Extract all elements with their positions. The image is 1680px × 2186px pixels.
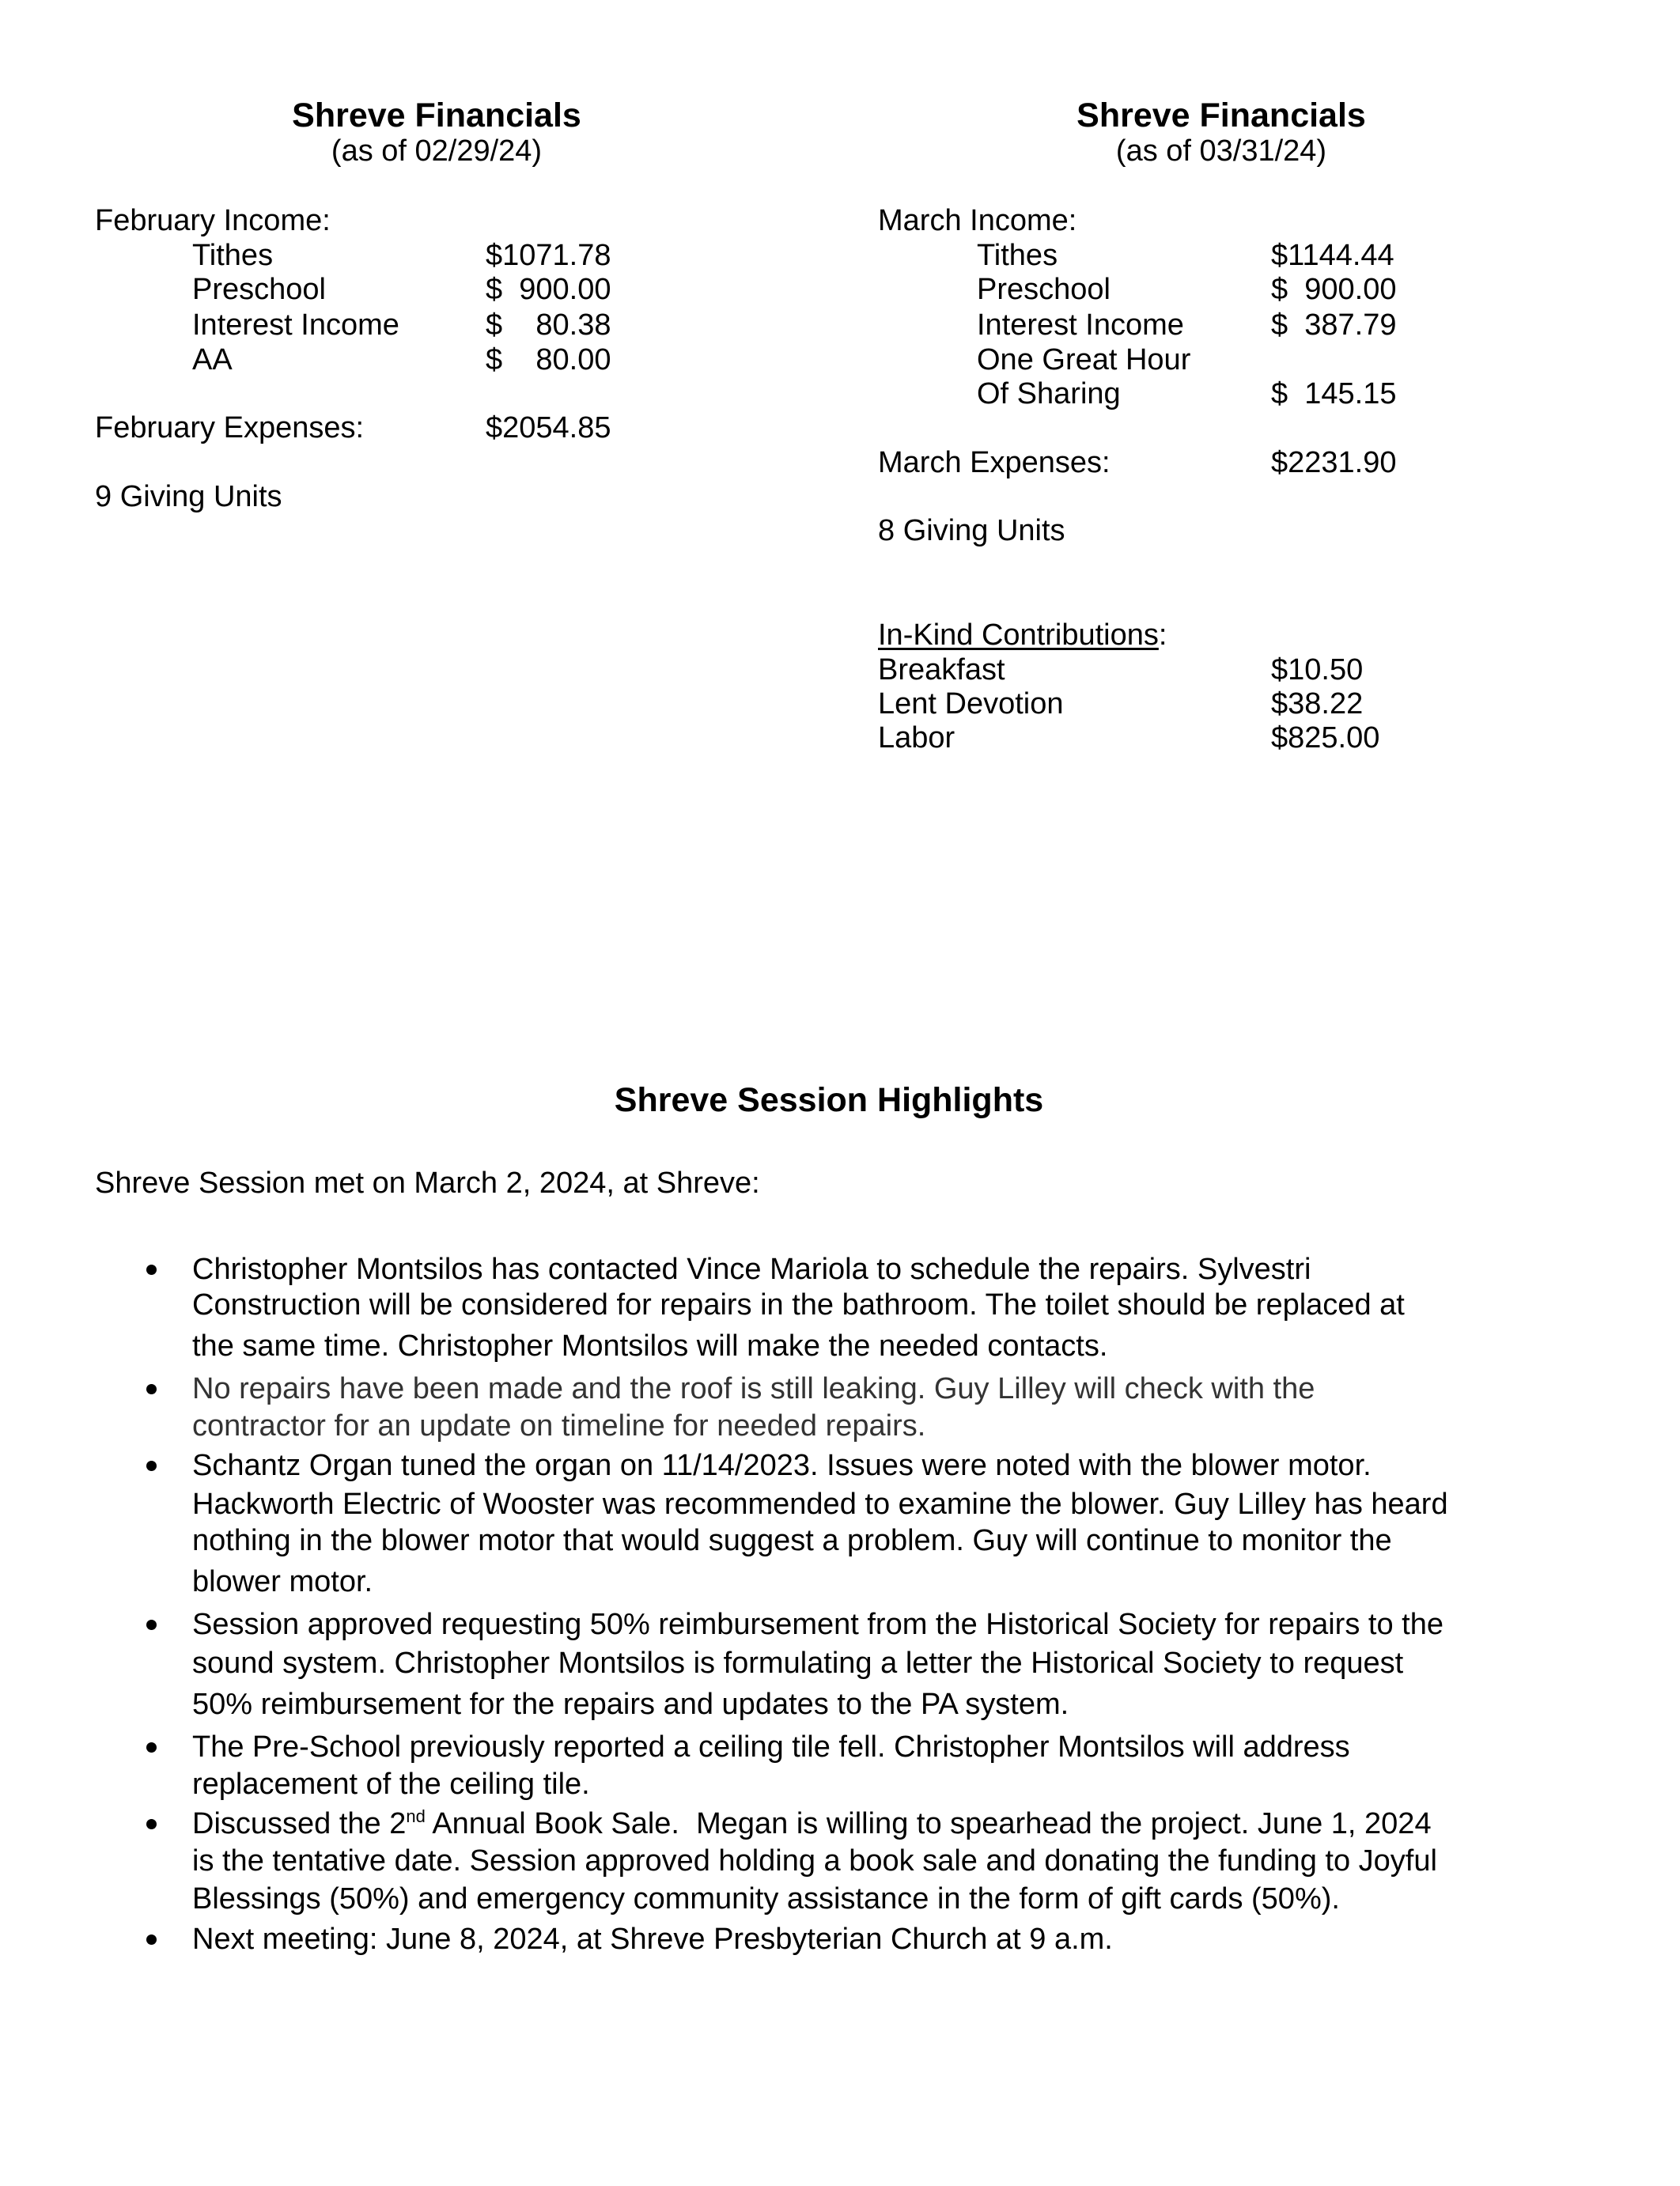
- mar-income-item-value: $1144.44: [1271, 239, 1394, 272]
- feb-income-item-value: $1071.78: [486, 239, 611, 272]
- feb-income-item-value: $ 80.00: [486, 343, 611, 376]
- inkind-item-label: Lent Devotion: [878, 687, 1064, 720]
- bullet-icon: [146, 1819, 157, 1829]
- bullet-line: sound system. Christopher Montsilos is formulating a letter the Historical Society to request: [192, 1647, 1404, 1680]
- mar-income-item-label: Interest Income: [977, 308, 1184, 342]
- bullet-line: The Pre-School previously reported a ceiling tile fell. Christopher Montsilos will address: [192, 1730, 1350, 1764]
- bullet-line: contractor for an update on timeline for needed repairs.: [192, 1409, 926, 1443]
- inkind-item-label: Labor: [878, 721, 955, 755]
- feb-income-item-label: Interest Income: [192, 308, 399, 342]
- inkind-heading: [878, 618, 1167, 652]
- mar-income-item-label: Preschool: [977, 273, 1111, 306]
- bullet-line: [192, 1806, 1432, 1841]
- inkind-label: In-Kind Contributions: [878, 618, 1159, 652]
- inkind-item-value: $10.50: [1271, 653, 1364, 686]
- mar-expenses-value: $2231.90: [1271, 446, 1397, 479]
- bullet-line: nothing in the blower motor that would suggest a problem. Guy will continue to monitor the: [192, 1524, 1392, 1557]
- bullet-line: the same time. Christopher Montsilos will make the needed contacts.: [192, 1329, 1108, 1363]
- bullet-line: Schantz Organ tuned the organ on 11/14/2023. Issues were noted with the blower motor.: [192, 1449, 1372, 1482]
- bullet-icon: [146, 1384, 157, 1394]
- feb-income-item-label: Preschool: [192, 273, 326, 306]
- mar-giving-units: 8 Giving Units: [878, 514, 1065, 547]
- feb-subtitle: (as of 02/29/24): [331, 134, 543, 168]
- bullet-icon: [146, 1461, 157, 1471]
- bullet-icon: [146, 1934, 157, 1945]
- feb-income-item-value: $ 900.00: [486, 273, 611, 306]
- bullet-line: 50% reimbursement for the repairs and updates to the PA system.: [192, 1688, 1069, 1721]
- mar-income-item-value: $ 387.79: [1271, 308, 1397, 342]
- feb-income-item-value: $ 80.38: [486, 308, 611, 342]
- bullet-line: blower motor.: [192, 1565, 373, 1598]
- bullet-icon: [146, 1620, 157, 1630]
- bullet-line: is the tentative date. Session approved holding a book sale and donating the funding to Joyful: [192, 1844, 1437, 1878]
- bullet-line: Next meeting: June 8, 2024, at Shreve Presbyterian Church at 9 a.m.: [192, 1923, 1113, 1956]
- bullet-icon: [146, 1265, 157, 1275]
- inkind-item-label: Breakfast: [878, 653, 1005, 686]
- bullet-line: Hackworth Electric of Wooster was recommended to examine the blower. Guy Lilley has heard: [192, 1488, 1448, 1521]
- bullet-icon: [146, 1742, 157, 1753]
- feb-giving-units: 9 Giving Units: [95, 480, 282, 513]
- mar-income-label: March Income:: [878, 204, 1077, 237]
- mar-income-item-label: One Great Hour: [977, 343, 1191, 376]
- feb-expenses-value: $2054.85: [486, 411, 611, 444]
- inkind-colon: :: [1158, 618, 1167, 652]
- mar-subtitle: (as of 03/31/24): [1115, 134, 1327, 168]
- mar-title: Shreve Financials: [1076, 96, 1366, 134]
- mar-income-item-label-2: Of Sharing: [977, 377, 1121, 410]
- book-sale-text: Annual Book Sale. Megan is willing to spearhead the project. June 1, 2024: [425, 1807, 1432, 1840]
- mar-income-item-value: $ 145.15: [1271, 377, 1397, 410]
- feb-expenses-label: February Expenses:: [95, 411, 365, 444]
- feb-title: Shreve Financials: [292, 96, 581, 134]
- bullet-line: Blessings (50%) and emergency community assistance in the form of gift cards (50%).: [192, 1882, 1340, 1916]
- bullet-line: Christopher Montsilos has contacted Vince Mariola to schedule the repairs. Sylvestri: [192, 1253, 1311, 1286]
- ordinal-suffix: nd: [406, 1806, 426, 1826]
- feb-income-label: February Income:: [95, 204, 331, 237]
- mar-income-item-value: $ 900.00: [1271, 273, 1397, 306]
- feb-income-item-label: AA: [192, 343, 233, 376]
- mar-expenses-label: March Expenses:: [878, 446, 1111, 479]
- mar-income-item-label: Tithes: [977, 239, 1058, 272]
- inkind-item-value: $825.00: [1271, 721, 1380, 755]
- book-sale-text: Discussed the 2: [192, 1807, 407, 1840]
- bullet-line: No repairs have been made and the roof is still leaking. Guy Lilley will check with the: [192, 1372, 1315, 1405]
- bullet-line: Session approved requesting 50% reimbursement from the Historical Society for repairs to the: [192, 1608, 1444, 1641]
- feb-income-item-label: Tithes: [192, 239, 274, 272]
- session-title: Shreve Session Highlights: [614, 1081, 1044, 1119]
- inkind-item-value: $38.22: [1271, 687, 1364, 720]
- bullet-line: replacement of the ceiling tile.: [192, 1768, 590, 1801]
- session-intro: Shreve Session met on March 2, 2024, at Shreve:: [95, 1167, 760, 1200]
- bullet-line: Construction will be considered for repairs in the bathroom. The toilet should be replaced at: [192, 1288, 1405, 1322]
